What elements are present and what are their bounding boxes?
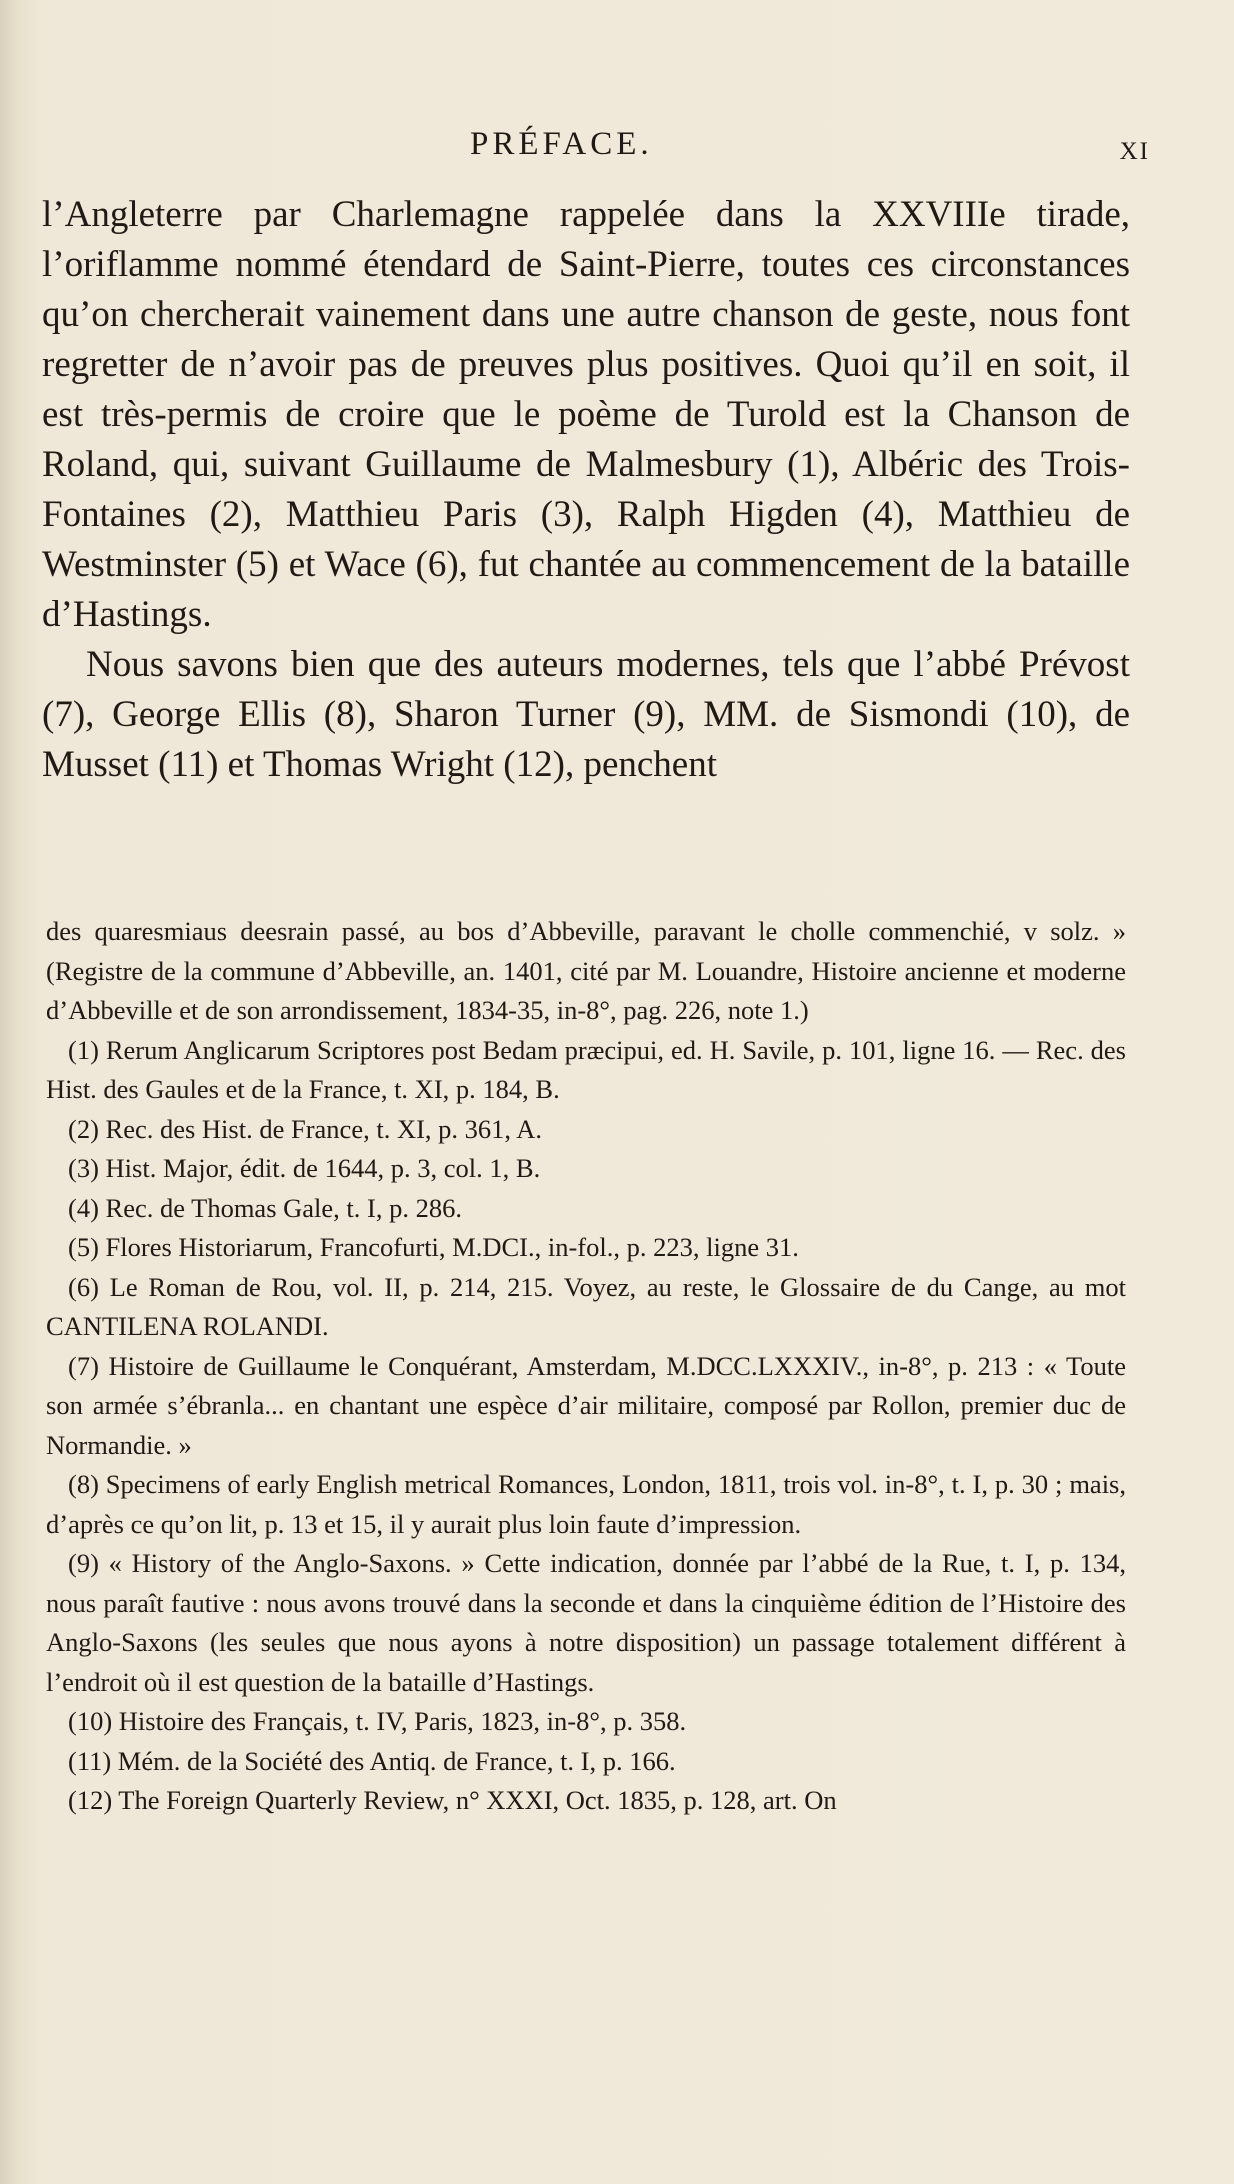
- footnote: (10) Histoire des Français, t. IV, Paris, 1823, in-8°, p. 358.: [68, 1706, 687, 1736]
- footnote-continuation: des quaresmiaus deesrain passé, au bos d’Abbeville, paravant le cholle commenchié, v solz. » (Registre de la commune d’Abbeville, an. 1401, cité par M. Louandre, Histoire ancienne et moderne d’Abbeville et de son arrondissement, 1834-35, in-8°, pag. 226, note 1.): [46, 916, 1126, 1025]
- body-paragraph: l’Angleterre par Charlemagne rappelée dans la XXVIIIe tirade, l’oriflamme nommé étendard de Saint-Pierre, toutes ces circonstances qu’on chercherait vainement dans une autre chanson de geste, nous font regretter de n’avoir pas de preuves plus positives. Quoi qu’il en soit, il est très-permis de croire que le poème de Turold est la Chanson de Roland, qui, suivant Guillaume de Malmesbury (1), Albéric des Trois-Fontaines (2), Matthieu Paris (3), Ralph Higden (4), Matthieu de Westminster (5) et Wace (6), fut chantée au commencement de la bataille d’Hastings.: [42, 194, 1130, 635]
- footnote: (2) Rec. des Hist. de France, t. XI, p. 361, A.: [68, 1113, 542, 1144]
- footnote: (8) Specimens of early English metrical Romances, London, 1811, trois vol. in-8°, t. I, p. 30 ; mais, d’après ce qu’on lit, p. 13 et 15, il y aurait plus loin faute d’impression.: [46, 1469, 1126, 1539]
- running-title: PRÉFACE.: [470, 126, 653, 162]
- footnote: (6) Le Roman de Rou, vol. II, p. 214, 215. Voyez, au reste, le Glossaire de du Cange, au mot CANTILENA ROLANDI.: [46, 1271, 1126, 1341]
- footnotes: [46, 912, 1126, 1821]
- footnote: (5) Flores Historiarum, Francofurti, M.DCI., in-fol., p. 223, ligne 31.: [68, 1232, 799, 1262]
- footnote: (9) « History of the Anglo-Saxons. » Cette indication, donnée par l’abbé de la Rue, t. I, p. 134, nous paraît fautive : nous avons trouvé dans la seconde et dans la cinquième édition de l’Histoire des Anglo-Saxons (les seules que nous ayons à notre disposition) un passage totalement différent à l’endroit où il est question de la bataille d’Hastings.: [46, 1548, 1126, 1697]
- running-header: [470, 126, 1150, 176]
- footnote: (3) Hist. Major, édit. de 1644, p. 3, col. 1, B.: [68, 1153, 541, 1183]
- footnote: (11) Mém. de la Société des Antiq. de France, t. I, p. 166.: [68, 1745, 676, 1776]
- body-paragraph: Nous savons bien que des auteurs modernes, tels que l’abbé Prévost (7), George Ellis (8), Sharon Turner (9), MM. de Sismondi (10), de Musset (11) et Thomas Wright (12), penchent: [42, 644, 1130, 785]
- page-number: XI: [1119, 138, 1150, 165]
- main-text: [42, 190, 1130, 790]
- footnote: (12) The Foreign Quarterly Review, n° XXXI, Oct. 1835, p. 128, art. On: [68, 1785, 837, 1815]
- footnote: (1) Rerum Anglicarum Scriptores post Bedam præcipui, ed. H. Savile, p. 101, ligne 16. — Rec. des Hist. des Gaules et de la France, t. XI, p. 184, B.: [46, 1034, 1126, 1104]
- footnote: (7) Histoire de Guillaume le Conquérant, Amsterdam, M.DCC.LXXXIV., in-8°, p. 213 : « Toute son armée s’ébranla... en chantant une espèce d’air militaire, composé par Rollon, premier duc de Normandie. »: [46, 1350, 1126, 1460]
- footnote: (4) Rec. de Thomas Gale, t. I, p. 286.: [68, 1192, 462, 1223]
